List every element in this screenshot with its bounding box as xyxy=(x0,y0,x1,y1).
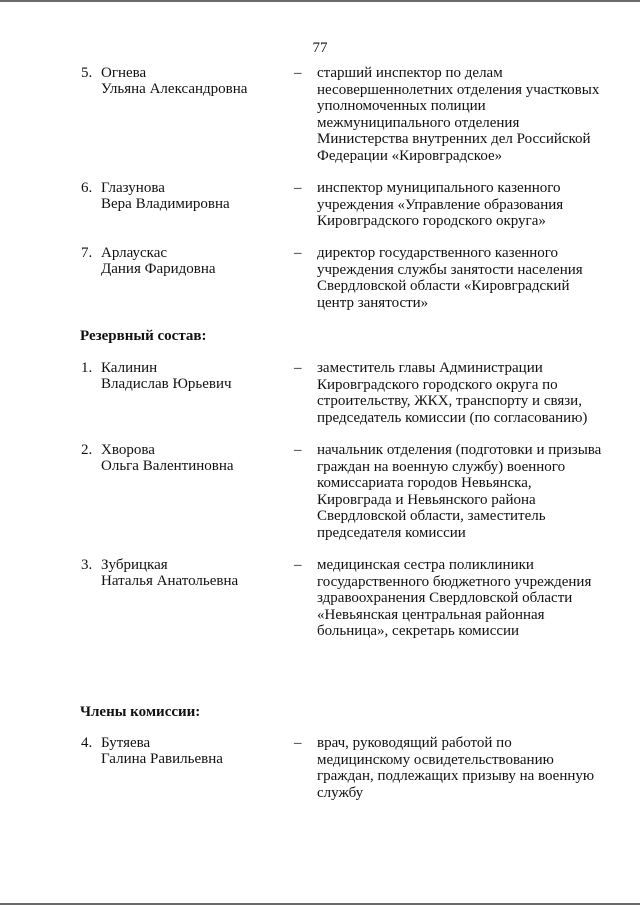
description-line: старший инспектор по делам xyxy=(317,65,503,81)
section-heading-reserve: Резервный состав: xyxy=(80,328,207,344)
position-description xyxy=(317,442,617,542)
description-line: Министерства внутренних дел Российской xyxy=(317,131,591,148)
description-line: Свердловской области «Кировградский xyxy=(317,278,570,295)
dash-separator: – xyxy=(294,735,302,751)
dash-separator: – xyxy=(294,360,302,376)
person-given-names: Галина Равильевна xyxy=(101,751,223,767)
section-heading-members: Члены комиссии: xyxy=(80,704,201,720)
description-line: председателя комиссии xyxy=(317,524,466,541)
description-line: врач, руководящий работой по xyxy=(317,735,512,751)
position-description xyxy=(317,360,617,426)
person-name xyxy=(101,245,286,277)
description-line: здравоохранения Свердловской области xyxy=(317,590,573,607)
dash-separator: – xyxy=(294,442,302,458)
description-line: директор государственного казенного xyxy=(317,245,559,261)
position-description xyxy=(317,735,617,801)
person-given-names: Владислав Юрьевич xyxy=(101,376,232,392)
description-line: «Невьянская центральная районная xyxy=(317,606,545,623)
person-given-names: Дания Фаридовна xyxy=(101,261,216,277)
item-number: 2. xyxy=(81,442,93,458)
description-line: заместитель главы Администрации xyxy=(317,360,543,376)
scan-edge-top xyxy=(0,0,640,2)
person-given-names: Вера Владимировна xyxy=(101,196,230,212)
person-given-names: Ульяна Александровна xyxy=(101,81,248,97)
item-number: 1. xyxy=(81,360,93,376)
person-name xyxy=(101,65,286,97)
description-line: Кировградского городского округа по xyxy=(317,376,558,393)
person-surname: Зубрицкая xyxy=(101,557,168,573)
item-number: 3. xyxy=(81,557,93,573)
description-line: граждан, подлежащих призыву на военную xyxy=(317,768,595,785)
description-line: больница», секретарь комиссии xyxy=(317,623,520,640)
dash-separator: – xyxy=(294,65,302,81)
description-line: Кировградского городского округа» xyxy=(317,213,546,230)
item-number: 4. xyxy=(81,735,93,751)
description-line: инспектор муниципального казенного xyxy=(317,180,561,196)
position-description xyxy=(317,180,617,230)
position-description xyxy=(317,557,617,640)
description-line: государственного бюджетного учреждения xyxy=(317,573,592,590)
person-surname: Глазунова xyxy=(101,180,165,196)
description-line: центр занятости» xyxy=(317,294,429,311)
dash-separator: – xyxy=(294,557,302,573)
position-description xyxy=(317,65,617,165)
description-line: Свердловской области, заместитель xyxy=(317,508,546,525)
description-line: граждан на военную службу) военного xyxy=(317,458,566,475)
description-line: Федерации «Кировградское» xyxy=(317,147,503,164)
description-line: строительству, ЖКХ, транспорту и связи, xyxy=(317,393,582,410)
dash-separator: – xyxy=(294,245,302,261)
person-name xyxy=(101,557,286,589)
description-line: службу xyxy=(317,784,364,801)
description-line: уполномоченных полиции xyxy=(317,98,486,115)
page-number: 77 xyxy=(312,40,328,56)
description-line: медицинскому освидетельствованию xyxy=(317,751,554,768)
item-number: 5. xyxy=(81,65,93,81)
item-number: 6. xyxy=(81,180,93,196)
description-line: председатель комиссии (по согласованию) xyxy=(317,409,588,426)
person-given-names: Наталья Анатольевна xyxy=(101,573,239,589)
description-line: комиссариата городов Невьянска, xyxy=(317,475,532,492)
description-line: учреждения службы занятости населения xyxy=(317,261,583,278)
person-name xyxy=(101,360,286,392)
person-surname: Арлаускас xyxy=(101,245,168,261)
person-surname: Бутяева xyxy=(101,735,151,751)
person-name xyxy=(101,442,286,474)
person-name xyxy=(101,180,286,212)
person-surname: Калинин xyxy=(101,360,158,376)
person-surname: Хворова xyxy=(101,442,155,458)
description-line: межмуниципального отделения xyxy=(317,114,520,131)
person-name xyxy=(101,735,286,767)
person-given-names: Ольга Валентиновна xyxy=(101,458,234,474)
person-surname: Огнева xyxy=(101,65,147,81)
description-line: несовершеннолетних отделения участковых xyxy=(317,81,600,98)
position-description xyxy=(317,245,617,311)
description-line: медицинская сестра поликлиники xyxy=(317,557,534,573)
description-line: учреждения «Управление образования xyxy=(317,196,564,213)
description-line: начальник отделения (подготовки и призыва xyxy=(317,442,602,458)
dash-separator: – xyxy=(294,180,302,196)
item-number: 7. xyxy=(81,245,93,261)
description-line: Кировграда и Невьянского района xyxy=(317,491,536,508)
